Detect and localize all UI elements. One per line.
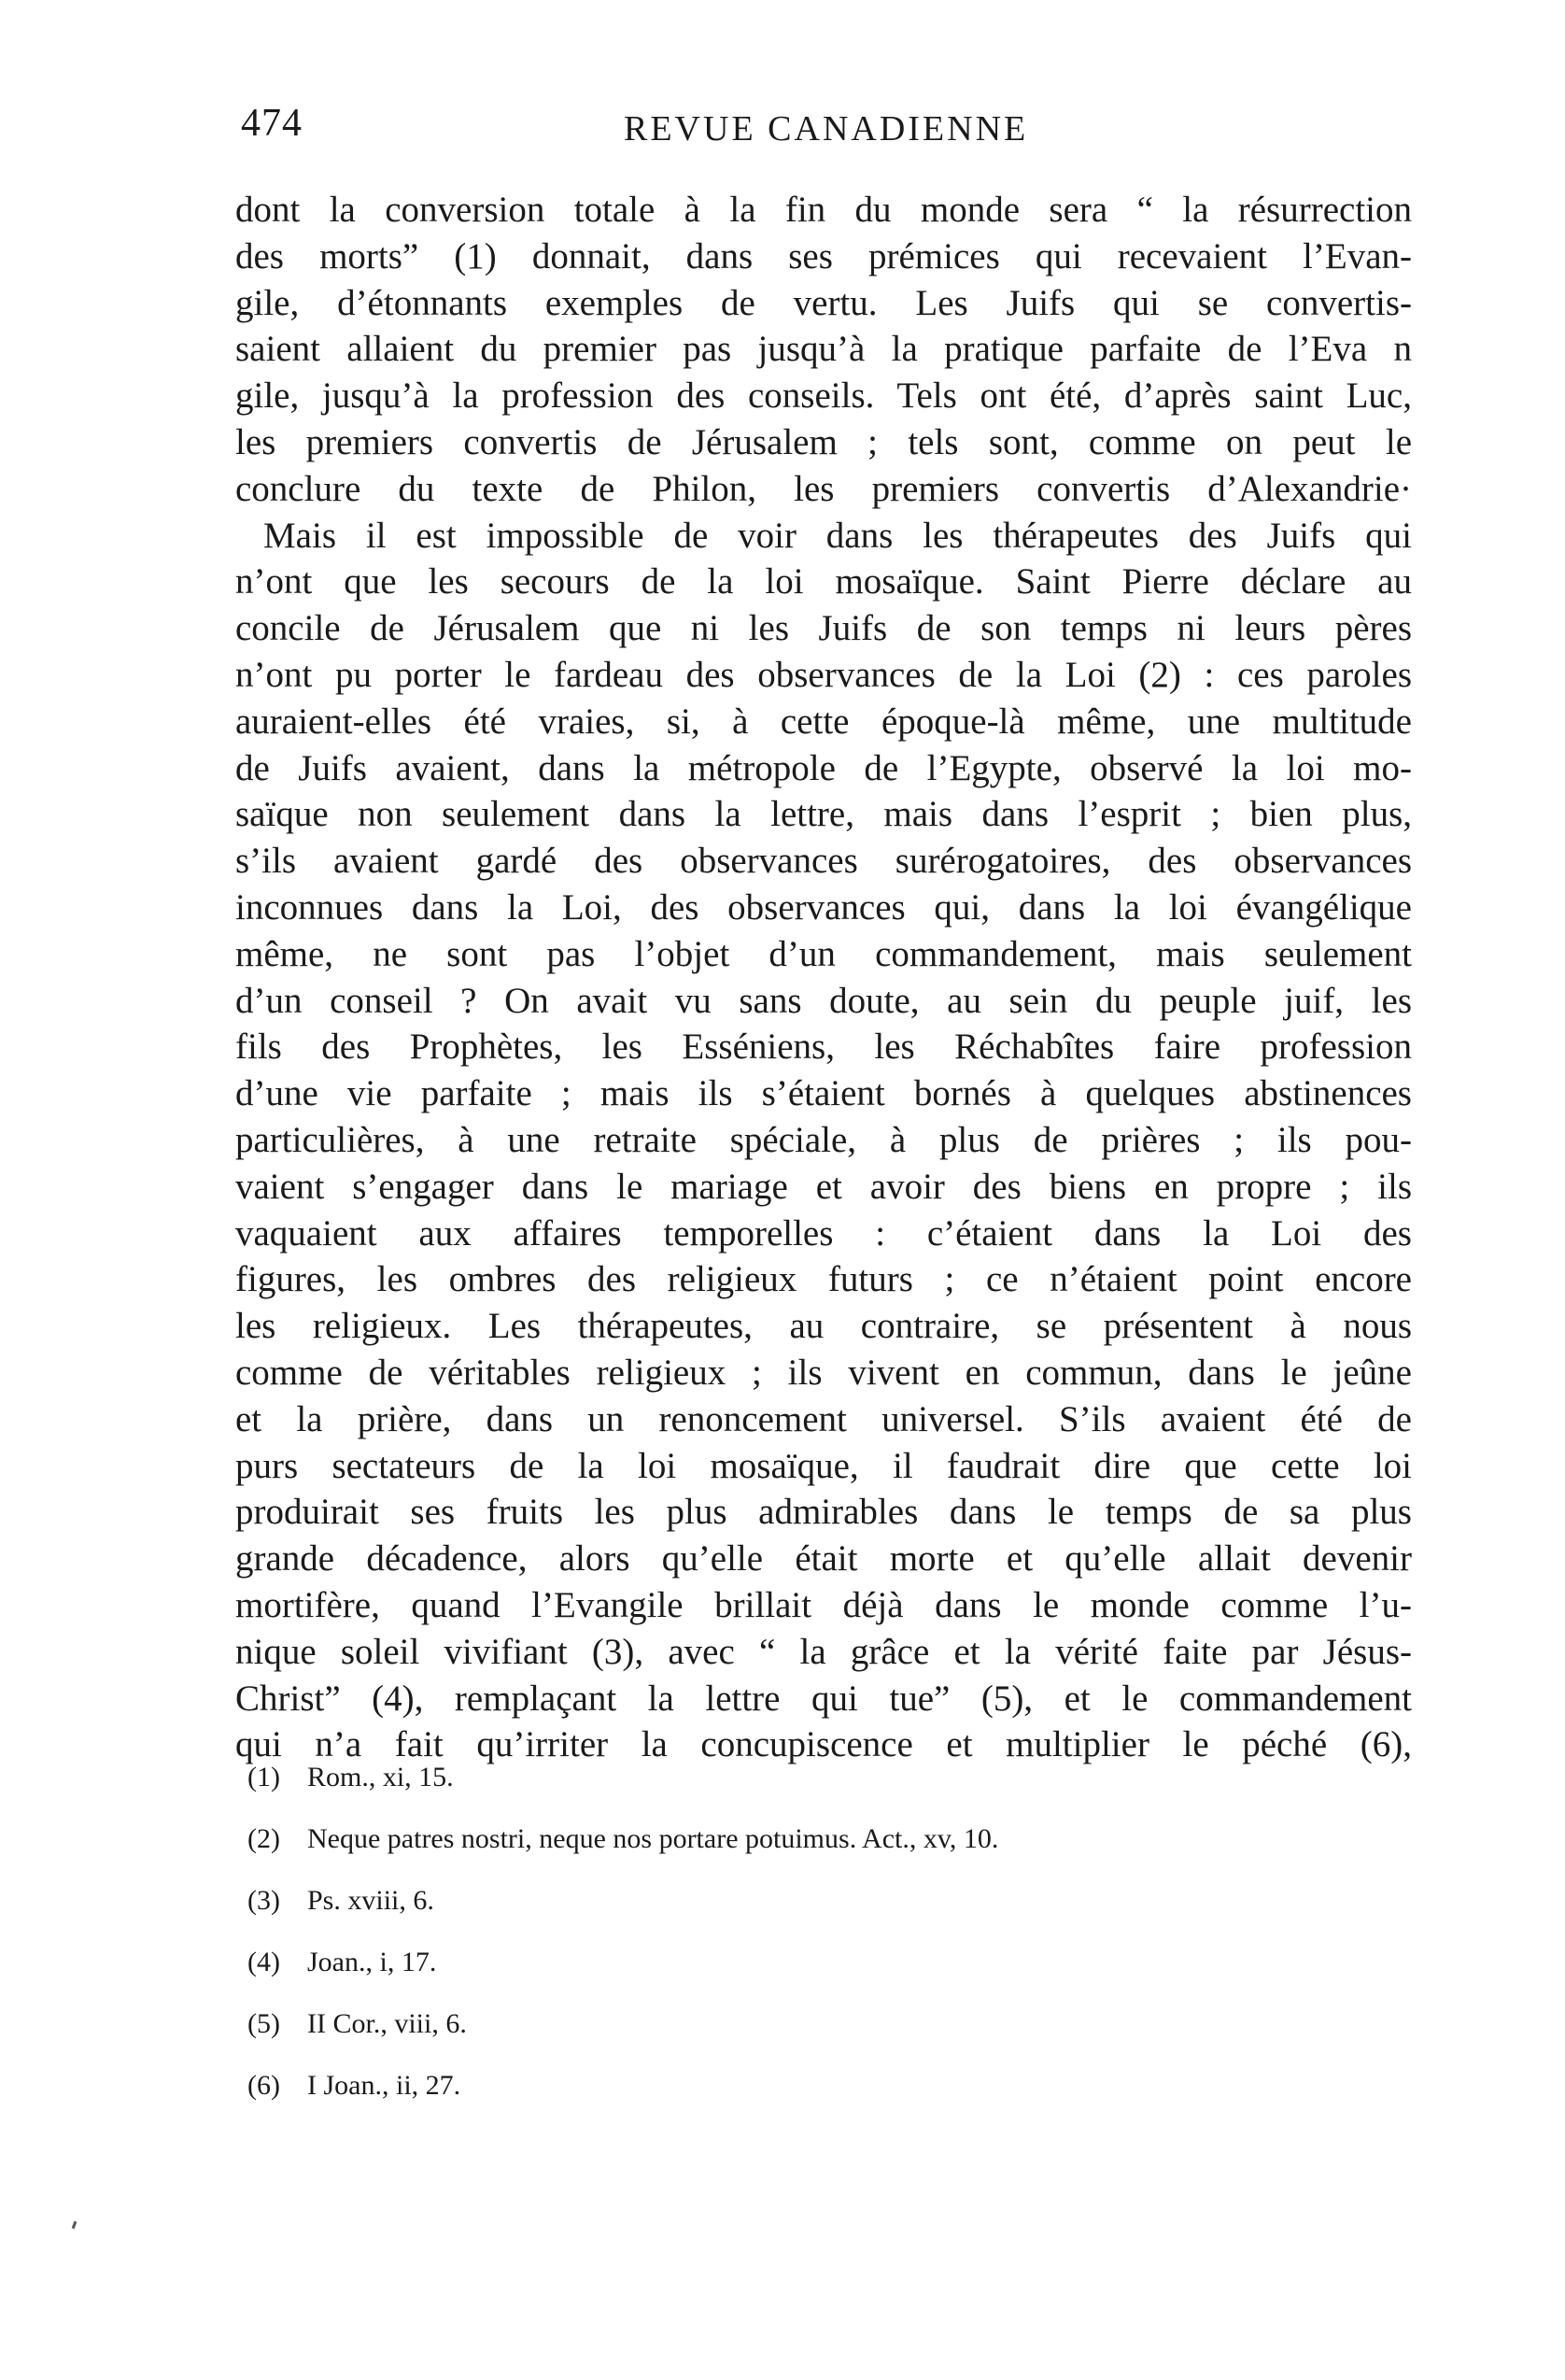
text-line: les premiers convertis de Jérusalem ; tels sont, comme on peut le [235,421,1412,462]
text-line: figures, les ombres des religieux futurs ; ce n’étaient point encore [235,1259,1412,1300]
text-line: fils des Prophètes, les Esséniens, les Réchabîtes faire profession [235,1027,1412,1068]
footnote [247,1993,1368,2055]
text-line: d’un conseil ? On avait vu sans doute, au sein du peuple juif, les [235,980,1412,1021]
text-line: auraient-elles été vraies, si, à cette époque-là même, une multitude [235,701,1412,742]
text-line: grande décadence, alors qu’elle était morte et qu’elle allait devenir [235,1538,1412,1580]
text-line: purs sectateurs de la loi mosaïque, il faudrait dire que cette loi [235,1445,1412,1486]
footnote [247,2055,1368,2117]
footnote-text: Joan., i, 17. [307,1947,437,1977]
page-number: 474 [241,102,303,145]
footnote [247,1747,1368,1808]
body-text [235,187,1412,1768]
footnotes [247,1747,1368,2117]
page-header [241,101,1408,157]
text-line: dont la conversion totale à la fin du monde sera “ la résurrection [235,190,1412,230]
footnote-marker: (5) [247,2008,280,2039]
text-line: des morts” (1) donnait, dans ses prémices qui recevaient l’Evan- [235,235,1412,276]
text-line: qui n’a fait qu’irriter la concupiscence et multiplier le péché (6), [235,1724,1412,1765]
footnote-marker: (6) [247,2070,280,2101]
text-line: Christ” (4), remplaçant la lettre qui tue” (5), et le commandement [235,1678,1412,1719]
text-line: concile de Jérusalem que ni les Juifs de son temps ni leurs pères [235,608,1412,649]
ink-speck [72,2221,78,2230]
footnote [247,1932,1368,1993]
text-line: Mais il est impossible de voir dans les thérapeutes des Juifs qui [263,515,1412,556]
text-line: produirait ses fruits les plus admirables dans le temps de sa plus [235,1492,1412,1533]
text-line: vaient s’engager dans le mariage et avoir des biens en propre ; ils [235,1166,1412,1207]
text-line: gile, jusqu’à la profession des conseils. Tels ont été, d’après saint Luc, [235,375,1412,417]
text-line: saient allaient du premier pas jusqu’à la pratique parfaite de l’Eva n [235,329,1412,370]
footnote-text: I Joan., ii, 27. [307,2070,461,2101]
text-line: et la prière, dans un renoncement universel. S’ils avaient été de [235,1398,1412,1439]
footnote-marker: (3) [247,1885,280,1916]
text-line: n’ont pu porter le fardeau des observances de la Loi (2) : ces paroles [235,654,1412,695]
text-line: nique soleil vivifiant (3), avec “ la grâce et la vérité faite par Jésus- [235,1631,1412,1672]
footnote-text: Neque patres nostri, neque nos portare potuimus. Act., xv, 10. [307,1823,999,1854]
footnote-marker: (2) [247,1823,280,1854]
text-line: vaquaient aux affaires temporelles : c’étaient dans la Loi des [235,1212,1412,1254]
text-line: de Juifs avaient, dans la métropole de l’Egypte, observé la loi mo- [235,747,1412,788]
text-line: gile, d’étonnants exemples de vertu. Les Juifs qui se convertis- [235,282,1412,323]
text-line: mortifère, quand l’Evangile brillait déjà dans le monde comme l’u- [235,1584,1412,1625]
footnote [247,1808,1368,1870]
text-line: inconnues dans la Loi, des observances qui, dans la loi évangélique [235,886,1412,928]
text-line: d’une vie parfaite ; mais ils s’étaient bornés à quelques abstinences [235,1073,1412,1114]
text-line: même, ne sont pas l’objet d’un commandement, mais seulement [235,933,1412,974]
footnote-text: Ps. xviii, 6. [307,1885,434,1916]
footnote [247,1870,1368,1932]
footnote-text: Rom., xi, 15. [307,1762,454,1792]
footnote-text: II Cor., viii, 6. [307,2008,467,2039]
text-line: saïque non seulement dans la lettre, mais dans l’esprit ; bien plus, [235,794,1412,835]
footnote-marker: (1) [247,1762,280,1792]
text-line: les religieux. Les thérapeutes, au contraire, se présentent à nous [235,1306,1412,1347]
running-head: REVUE CANADIENNE [624,109,1029,149]
text-line: conclure du texte de Philon, les premiers convertis d’Alexandrie· [235,468,1412,509]
text-line: comme de véritables religieux ; ils vivent en commun, dans le jeûne [235,1352,1412,1393]
footnote-marker: (4) [247,1947,280,1977]
text-line: n’ont que les secours de la loi mosaïque. Saint Pierre déclare au [235,561,1412,602]
text-line: particulières, à une retraite spéciale, à plus de prières ; ils pou- [235,1119,1412,1160]
text-line: s’ils avaient gardé des observances surérogatoires, des observances [235,841,1412,882]
